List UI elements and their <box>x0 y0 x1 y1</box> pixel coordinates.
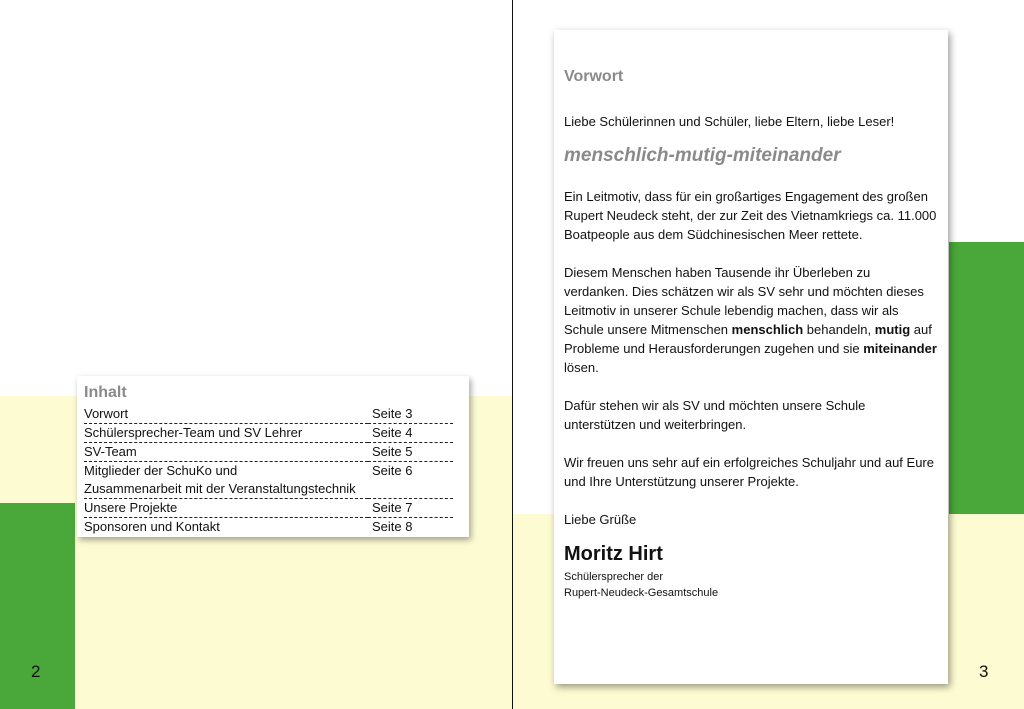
table-of-contents <box>77 376 469 537</box>
toc-row-continuation[interactable] <box>84 480 453 499</box>
signature-role-line-1: Schülersprecher der <box>564 571 664 583</box>
foreword-paragraph-2 <box>564 263 938 377</box>
paragraph-2-text: Diesem Menschen haben Tausende ihr Überleben zu verdanken. Dies schätzen wir als SV sehr und möchten dieses Leitmotiv in unserer Schule lebendig machen, dass wir als Schule unsere Mitmenschen <box>564 265 924 337</box>
toc-entry-page: Seite 7 <box>368 499 453 518</box>
foreword-greeting: Liebe Schülerinnen und Schüler, liebe Eltern, liebe Leser! <box>564 114 895 129</box>
toc-table <box>84 405 453 536</box>
toc-entry-label: SV-Team <box>84 443 368 462</box>
toc-entry-label: Unsere Projekte <box>84 499 368 518</box>
toc-entry-page: Seite 4 <box>368 424 453 443</box>
foreword-paragraph-4: Wir freuen uns sehr auf ein erfolgreiches Schuljahr und auf Eure und Ihre Unterstützung unserer Projekte. <box>564 455 934 489</box>
bold-word-menschlich: menschlich <box>731 322 804 337</box>
toc-entry-page: Seite 5 <box>368 443 453 462</box>
toc-entry-label-continued: Zusammenarbeit mit der Veranstaltungstechnik <box>84 480 453 499</box>
toc-row[interactable] <box>84 424 453 443</box>
toc-entry-label: Schülersprecher-Team und SV Lehrer <box>84 424 368 443</box>
paragraph-2-text: lösen. <box>564 360 599 375</box>
page-number-right: 3 <box>979 662 989 681</box>
paragraph-2-text: auf Probleme und Herausforderungen zugehen und sie <box>564 322 932 356</box>
foreword-card <box>554 30 948 684</box>
signature-role-line-2: Rupert-Neudeck-Gesamtschule <box>564 587 719 599</box>
bold-word-miteinander: miteinander <box>863 341 937 356</box>
toc-title: Inhalt <box>84 384 127 401</box>
toc-row[interactable] <box>84 462 453 481</box>
right-page-green-block <box>949 242 1024 514</box>
toc-entry-page: Seite 6 <box>372 463 413 478</box>
bold-word-mutig: mutig <box>874 322 911 337</box>
toc-row[interactable] <box>84 443 453 462</box>
page-spine-divider <box>512 0 513 709</box>
foreword-motto: menschlich-mutig-miteinander <box>564 145 841 166</box>
toc-row[interactable] <box>84 499 453 518</box>
toc-entry-page: Seite 3 <box>368 405 453 424</box>
foreword-closing: Liebe Grüße <box>564 512 637 527</box>
toc-row[interactable] <box>84 405 453 424</box>
signature-name: Moritz Hirt <box>564 543 663 565</box>
toc-row[interactable] <box>84 518 453 537</box>
toc-entry-label: Vorwort <box>84 405 368 424</box>
toc-entry-label: Sponsoren und Kontakt <box>84 519 220 534</box>
page-number-left: 2 <box>31 662 41 681</box>
foreword-paragraph-3: Dafür stehen wir als SV und möchten unsere Schule unterstützen und weiterbringen. <box>564 398 866 432</box>
toc-entry-page: Seite 8 <box>372 519 413 534</box>
foreword-heading: Vorwort <box>564 68 624 85</box>
toc-entry-label: Mitglieder der SchuKo und <box>84 463 238 478</box>
foreword-paragraph-1: Ein Leitmotiv, dass für ein großartiges Engagement des großen Rupert Neudeck steht, der zur Zeit des Vietnamkriegs ca. 11.000 Boatpeople aus dem Südchinesischen Meer rettete. <box>564 189 937 242</box>
paragraph-2-text: behandeln, <box>803 322 875 337</box>
